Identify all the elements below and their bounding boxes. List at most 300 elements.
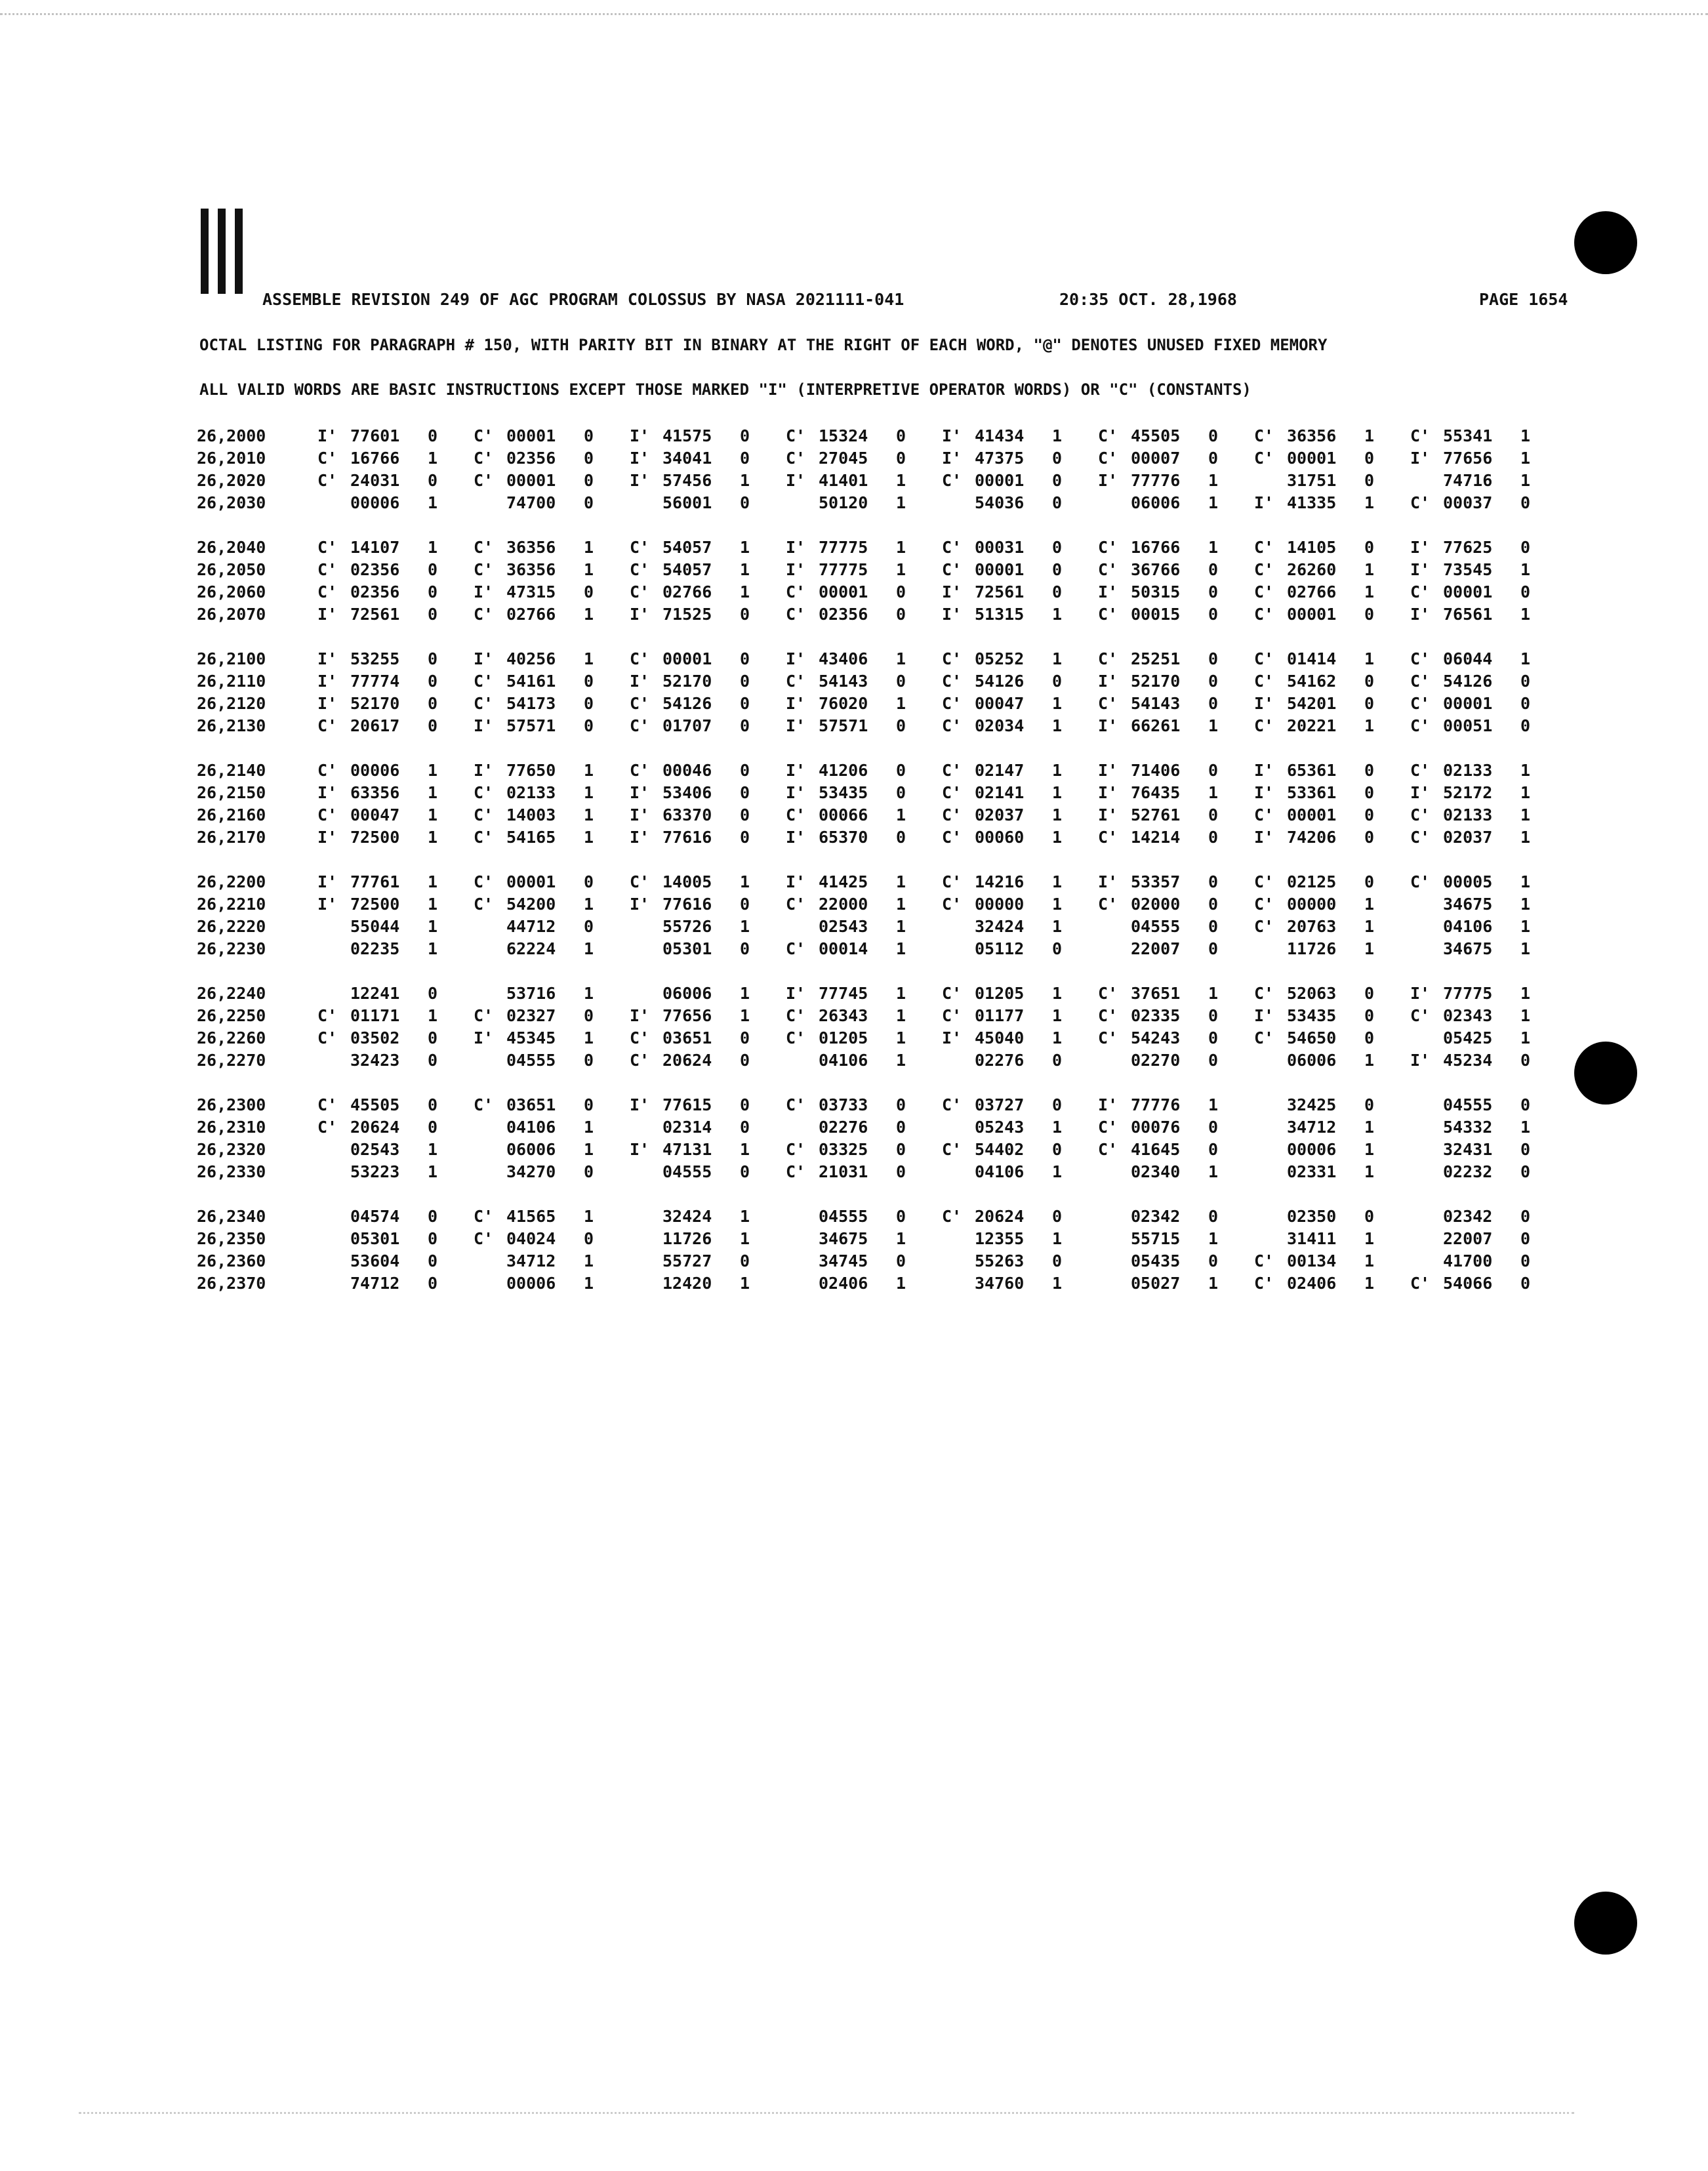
parity-bit: 0 <box>1364 449 1375 468</box>
parity-bit: 0 <box>740 493 750 512</box>
octal-value: 53604 <box>350 1251 400 1270</box>
octal-value: 01707 <box>662 716 712 735</box>
octal-value: 20763 <box>1287 917 1337 936</box>
octal-value: 04555 <box>506 1051 556 1070</box>
word-type-marker: C' <box>786 895 806 914</box>
octal-value: 36356 <box>506 560 556 579</box>
octal-value: 37651 <box>1131 984 1181 1003</box>
parity-bit: 0 <box>1520 493 1531 512</box>
word-type-marker: C' <box>942 1006 962 1025</box>
parity-bit: 0 <box>896 716 906 735</box>
parity-bit: 0 <box>1208 582 1219 601</box>
octal-value: 54126 <box>975 672 1025 691</box>
parity-bit: 1 <box>1052 649 1063 668</box>
octal-value: 54332 <box>1443 1118 1493 1137</box>
octal-value: 53357 <box>1131 872 1181 891</box>
parity-bit: 0 <box>1208 1051 1219 1070</box>
parity-bit: 1 <box>428 872 438 891</box>
parity-bit: 1 <box>584 805 594 824</box>
parity-bit: 0 <box>428 1028 438 1047</box>
parity-bit: 0 <box>1052 672 1063 691</box>
parity-bit: 0 <box>740 716 750 735</box>
parity-bit: 0 <box>1520 538 1531 557</box>
octal-value: 34712 <box>506 1251 556 1270</box>
parity-bit: 0 <box>740 761 750 780</box>
word-type-marker: C' <box>1254 805 1274 824</box>
row-address: 26,2150 <box>197 783 266 802</box>
parity-bit: 0 <box>896 828 906 847</box>
octal-value: 54243 <box>1131 1028 1181 1047</box>
parity-bit: 1 <box>1364 1162 1375 1181</box>
parity-bit: 1 <box>896 649 906 668</box>
octal-value: 02276 <box>819 1118 868 1137</box>
parity-bit: 0 <box>1052 582 1063 601</box>
octal-value: 52170 <box>662 672 712 691</box>
octal-value: 02276 <box>975 1051 1025 1070</box>
octal-value: 05027 <box>1131 1274 1181 1293</box>
word-type-marker: I' <box>786 783 806 802</box>
parity-bit: 1 <box>1052 716 1063 735</box>
word-type-marker: C' <box>630 538 650 557</box>
octal-value: 53255 <box>350 649 400 668</box>
parity-bit: 1 <box>584 939 594 958</box>
octal-value: 52170 <box>1131 672 1181 691</box>
parity-bit: 1 <box>1520 449 1531 468</box>
octal-value: 34675 <box>819 1229 868 1248</box>
octal-value: 02356 <box>819 605 868 624</box>
word-type-marker: C' <box>942 1140 962 1159</box>
parity-bit: 1 <box>1208 471 1219 490</box>
word-type-marker: C' <box>1254 1251 1274 1270</box>
parity-bit: 0 <box>584 449 594 468</box>
octal-value: 77616 <box>662 895 712 914</box>
octal-value: 02314 <box>662 1118 712 1137</box>
parity-bit: 1 <box>1208 493 1219 512</box>
parity-bit: 1 <box>740 917 750 936</box>
octal-value: 72561 <box>350 605 400 624</box>
parity-bit: 1 <box>1520 560 1531 579</box>
parity-bit: 0 <box>1208 872 1219 891</box>
parity-bit: 1 <box>1052 805 1063 824</box>
octal-value: 20221 <box>1287 716 1337 735</box>
parity-bit: 0 <box>428 1095 438 1114</box>
parity-bit: 1 <box>1520 605 1531 624</box>
word-type-marker: I' <box>630 449 650 468</box>
octal-value: 03651 <box>506 1095 556 1114</box>
word-type-marker: C' <box>786 1095 806 1114</box>
octal-value: 06044 <box>1443 649 1493 668</box>
word-type-marker: I' <box>1254 1006 1274 1025</box>
word-type-marker: C' <box>942 649 962 668</box>
parity-bit: 1 <box>1052 1118 1063 1137</box>
octal-value: 72500 <box>350 828 400 847</box>
word-type-marker: I' <box>1410 449 1431 468</box>
octal-value: 00001 <box>1287 805 1337 824</box>
octal-value: 05112 <box>975 939 1025 958</box>
word-type-marker: C' <box>474 783 494 802</box>
word-type-marker: C' <box>786 672 806 691</box>
parity-bit: 0 <box>1364 1006 1375 1025</box>
word-type-marker: C' <box>474 872 494 891</box>
parity-bit: 0 <box>1208 1251 1219 1270</box>
word-type-marker: C' <box>1098 828 1118 847</box>
parity-bit: 0 <box>584 493 594 512</box>
parity-bit: 1 <box>584 538 594 557</box>
row-address: 26,2300 <box>197 1095 266 1114</box>
word-type-marker: I' <box>474 761 494 780</box>
octal-value: 02133 <box>1443 761 1493 780</box>
word-type-marker: C' <box>1098 694 1118 713</box>
octal-value: 47375 <box>975 449 1025 468</box>
parity-bit: 0 <box>1520 1251 1531 1270</box>
parity-bit: 0 <box>1052 493 1063 512</box>
parity-bit: 0 <box>1364 872 1375 891</box>
word-type-marker: I' <box>630 426 650 445</box>
octal-value: 02543 <box>819 917 868 936</box>
word-type-marker: C' <box>1098 1118 1118 1137</box>
word-type-marker: C' <box>942 872 962 891</box>
octal-value: 02147 <box>975 761 1025 780</box>
octal-value: 72500 <box>350 895 400 914</box>
word-type-marker: C' <box>317 761 338 780</box>
word-type-marker: C' <box>630 560 650 579</box>
word-type-marker: I' <box>1098 783 1118 802</box>
parity-bit: 0 <box>1052 1051 1063 1070</box>
octal-value: 54173 <box>506 694 556 713</box>
octal-value: 31411 <box>1287 1229 1337 1248</box>
parity-bit: 1 <box>1364 1118 1375 1137</box>
octal-value: 02000 <box>1131 895 1181 914</box>
octal-value: 57456 <box>662 471 712 490</box>
word-type-marker: C' <box>630 872 650 891</box>
punch-hole-middle <box>1574 1042 1637 1105</box>
parity-bit: 0 <box>740 1051 750 1070</box>
parity-bit: 0 <box>428 582 438 601</box>
parity-bit: 1 <box>584 1140 594 1159</box>
octal-value: 01205 <box>975 984 1025 1003</box>
parity-bit: 1 <box>896 493 906 512</box>
octal-value: 52172 <box>1443 783 1493 802</box>
parity-bit: 0 <box>428 672 438 691</box>
parity-bit: 1 <box>740 1140 750 1159</box>
word-type-marker: C' <box>1098 1028 1118 1047</box>
octal-value: 02335 <box>1131 1006 1181 1025</box>
row-address: 26,2060 <box>197 582 266 601</box>
parity-bit: 1 <box>1520 471 1531 490</box>
octal-value: 04555 <box>662 1162 712 1181</box>
octal-value: 00006 <box>1287 1140 1337 1159</box>
row-address: 26,2200 <box>197 872 266 891</box>
word-type-marker: I' <box>786 471 806 490</box>
row-address: 26,2120 <box>197 694 266 713</box>
octal-value: 06006 <box>662 984 712 1003</box>
octal-value: 77745 <box>819 984 868 1003</box>
word-type-marker: C' <box>317 716 338 735</box>
parity-bit: 0 <box>1208 649 1219 668</box>
parity-bit: 1 <box>1364 649 1375 668</box>
word-type-marker: C' <box>317 582 338 601</box>
octal-value: 77656 <box>1443 449 1493 468</box>
parity-bit: 1 <box>584 649 594 668</box>
parity-bit: 1 <box>740 872 750 891</box>
octal-value: 00046 <box>662 761 712 780</box>
word-type-marker: I' <box>1098 471 1118 490</box>
parity-bit: 0 <box>896 1118 906 1137</box>
parity-bit: 0 <box>1208 605 1219 624</box>
octal-value: 54143 <box>1131 694 1181 713</box>
octal-value: 14216 <box>975 872 1025 891</box>
octal-value: 00047 <box>975 694 1025 713</box>
octal-value: 02327 <box>506 1006 556 1025</box>
parity-bit: 1 <box>1208 783 1219 802</box>
octal-value: 36356 <box>1287 426 1337 445</box>
header-legend: ALL VALID WORDS ARE BASIC INSTRUCTIONS EXCEPT THOSE MARKED "I" (INTERPRETIVE OPERATOR WORDS) OR "C" (CONSTANTS) <box>199 380 1251 399</box>
octal-value: 53435 <box>1287 1006 1337 1025</box>
octal-value: 55044 <box>350 917 400 936</box>
row-address: 26,2010 <box>197 449 266 468</box>
parity-bit: 1 <box>428 538 438 557</box>
word-type-marker: I' <box>942 1028 962 1047</box>
parity-bit: 1 <box>1208 1162 1219 1181</box>
word-type-marker: C' <box>1410 872 1431 891</box>
octal-value: 41434 <box>975 426 1025 445</box>
word-type-marker: C' <box>1410 1006 1431 1025</box>
octal-value: 01205 <box>819 1028 868 1047</box>
row-address: 26,2140 <box>197 761 266 780</box>
octal-value: 77775 <box>819 560 868 579</box>
octal-value: 34712 <box>1287 1118 1337 1137</box>
octal-value: 02766 <box>1287 582 1337 601</box>
octal-value: 16766 <box>1131 538 1181 557</box>
octal-value: 41645 <box>1131 1140 1181 1159</box>
word-type-marker: I' <box>474 716 494 735</box>
parity-bit: 1 <box>1520 805 1531 824</box>
word-type-marker: I' <box>786 872 806 891</box>
word-type-marker: C' <box>630 694 650 713</box>
parity-bit: 1 <box>584 895 594 914</box>
parity-bit: 0 <box>1208 1140 1219 1159</box>
parity-bit: 1 <box>428 895 438 914</box>
word-type-marker: C' <box>786 426 806 445</box>
parity-bit: 1 <box>896 1028 906 1047</box>
parity-bit: 1 <box>896 471 906 490</box>
word-type-marker: C' <box>317 1118 338 1137</box>
octal-value: 41575 <box>662 426 712 445</box>
parity-bit: 1 <box>1052 1162 1063 1181</box>
parity-bit: 1 <box>1208 1095 1219 1114</box>
octal-value: 34041 <box>662 449 712 468</box>
octal-value: 65361 <box>1287 761 1337 780</box>
word-type-marker: C' <box>317 449 338 468</box>
word-type-marker: C' <box>1254 917 1274 936</box>
octal-value: 32424 <box>662 1207 712 1226</box>
word-type-marker: C' <box>474 471 494 490</box>
parity-bit: 0 <box>584 1229 594 1248</box>
word-type-marker: C' <box>1098 538 1118 557</box>
word-type-marker: I' <box>786 828 806 847</box>
word-type-marker: I' <box>1098 582 1118 601</box>
parity-bit: 1 <box>1520 917 1531 936</box>
octal-value: 04106 <box>506 1118 556 1137</box>
parity-bit: 1 <box>896 1274 906 1293</box>
parity-bit: 0 <box>1364 828 1375 847</box>
word-type-marker: I' <box>786 538 806 557</box>
octal-value: 66261 <box>1131 716 1181 735</box>
octal-value: 51315 <box>975 605 1025 624</box>
octal-value: 77616 <box>662 828 712 847</box>
octal-value: 00001 <box>1443 694 1493 713</box>
word-type-marker: I' <box>630 672 650 691</box>
word-type-marker: C' <box>630 582 650 601</box>
parity-bit: 1 <box>1364 895 1375 914</box>
parity-bit: 0 <box>1052 1251 1063 1270</box>
parity-bit: 0 <box>1364 538 1375 557</box>
octal-value: 20624 <box>662 1051 712 1070</box>
parity-bit: 0 <box>1364 984 1375 1003</box>
word-type-marker: C' <box>1098 449 1118 468</box>
octal-value: 41700 <box>1443 1251 1493 1270</box>
parity-bit: 1 <box>896 917 906 936</box>
word-type-marker: I' <box>1410 560 1431 579</box>
octal-value: 00001 <box>1287 605 1337 624</box>
parity-bit: 0 <box>740 895 750 914</box>
parity-bit: 1 <box>896 1006 906 1025</box>
word-type-marker: C' <box>630 761 650 780</box>
word-type-marker: C' <box>317 538 338 557</box>
octal-value: 03651 <box>662 1028 712 1047</box>
parity-bit: 1 <box>1364 426 1375 445</box>
octal-value: 77625 <box>1443 538 1493 557</box>
parity-bit: 0 <box>896 449 906 468</box>
parity-bit: 1 <box>1052 828 1063 847</box>
octal-value: 34675 <box>1443 939 1493 958</box>
word-type-marker: I' <box>942 426 962 445</box>
parity-bit: 0 <box>1520 716 1531 735</box>
parity-bit: 1 <box>1520 984 1531 1003</box>
word-type-marker: I' <box>1254 783 1274 802</box>
octal-value: 53406 <box>662 783 712 802</box>
octal-value: 22007 <box>1131 939 1181 958</box>
word-type-marker: C' <box>786 805 806 824</box>
octal-value: 26260 <box>1287 560 1337 579</box>
parity-bit: 1 <box>1208 1229 1219 1248</box>
octal-value: 00060 <box>975 828 1025 847</box>
parity-bit: 1 <box>428 761 438 780</box>
punch-hole-top <box>1574 211 1637 274</box>
parity-bit: 0 <box>584 716 594 735</box>
punch-hole-bottom <box>1574 1892 1637 1955</box>
parity-bit: 1 <box>740 538 750 557</box>
word-type-marker: I' <box>630 605 650 624</box>
octal-value: 41425 <box>819 872 868 891</box>
parity-bit: 1 <box>1364 1274 1375 1293</box>
parity-bit: 0 <box>1208 672 1219 691</box>
octal-value: 44712 <box>506 917 556 936</box>
word-type-marker: I' <box>1098 805 1118 824</box>
octal-value: 76561 <box>1443 605 1493 624</box>
octal-value: 54165 <box>506 828 556 847</box>
row-address: 26,2020 <box>197 471 266 490</box>
octal-value: 00005 <box>1443 872 1493 891</box>
octal-value: 74716 <box>1443 471 1493 490</box>
parity-bit: 0 <box>1208 761 1219 780</box>
octal-value: 02766 <box>662 582 712 601</box>
octal-value: 74700 <box>506 493 556 512</box>
octal-value: 54143 <box>819 672 868 691</box>
parity-bit: 0 <box>740 649 750 668</box>
word-type-marker: I' <box>630 1095 650 1114</box>
word-type-marker: C' <box>1254 872 1274 891</box>
word-type-marker: C' <box>474 694 494 713</box>
word-type-marker: C' <box>1410 672 1431 691</box>
octal-value: 34760 <box>975 1274 1025 1293</box>
parity-bit: 1 <box>584 1207 594 1226</box>
parity-bit: 0 <box>1520 1162 1531 1181</box>
word-type-marker: I' <box>317 694 338 713</box>
word-type-marker: C' <box>1098 649 1118 668</box>
word-type-marker: C' <box>942 984 962 1003</box>
parity-bit: 1 <box>1052 1006 1063 1025</box>
scan-noise-bottom <box>79 2112 1574 2119</box>
parity-bit: 1 <box>428 1162 438 1181</box>
word-type-marker: I' <box>1410 605 1431 624</box>
octal-value: 02342 <box>1131 1207 1181 1226</box>
octal-value: 00001 <box>975 471 1025 490</box>
octal-value: 02356 <box>506 449 556 468</box>
word-type-marker: C' <box>1254 605 1274 624</box>
parity-bit: 0 <box>1364 694 1375 713</box>
octal-value: 00014 <box>819 939 868 958</box>
octal-value: 31751 <box>1287 471 1337 490</box>
word-type-marker: C' <box>630 1028 650 1047</box>
octal-value: 54126 <box>662 694 712 713</box>
parity-bit: 1 <box>740 560 750 579</box>
word-type-marker: I' <box>317 783 338 802</box>
parity-bit: 1 <box>1052 1274 1063 1293</box>
word-type-marker: C' <box>942 1207 962 1226</box>
octal-value: 05252 <box>975 649 1025 668</box>
word-type-marker: I' <box>786 984 806 1003</box>
parity-bit: 1 <box>428 493 438 512</box>
octal-value: 54650 <box>1287 1028 1337 1047</box>
octal-value: 00001 <box>1443 582 1493 601</box>
parity-bit: 1 <box>1364 917 1375 936</box>
word-type-marker: I' <box>474 649 494 668</box>
parity-bit: 0 <box>1208 1118 1219 1137</box>
octal-value: 03325 <box>819 1140 868 1159</box>
octal-value: 32431 <box>1443 1140 1493 1159</box>
word-type-marker: I' <box>474 1028 494 1047</box>
parity-bit: 0 <box>1364 761 1375 780</box>
parity-bit: 1 <box>584 1274 594 1293</box>
parity-bit: 0 <box>1208 449 1219 468</box>
parity-bit: 0 <box>740 805 750 824</box>
word-type-marker: C' <box>1410 716 1431 735</box>
word-type-marker: I' <box>317 895 338 914</box>
octal-value: 14214 <box>1131 828 1181 847</box>
parity-bit: 0 <box>896 1251 906 1270</box>
parity-bit: 0 <box>896 1207 906 1226</box>
row-address: 26,2130 <box>197 716 266 735</box>
word-type-marker: C' <box>942 672 962 691</box>
word-type-marker: I' <box>786 649 806 668</box>
octal-value: 63356 <box>350 783 400 802</box>
octal-value: 20624 <box>350 1118 400 1137</box>
octal-value: 74206 <box>1287 828 1337 847</box>
parity-bit: 1 <box>584 984 594 1003</box>
parity-bit: 0 <box>740 1251 750 1270</box>
parity-bit: 1 <box>740 1274 750 1293</box>
